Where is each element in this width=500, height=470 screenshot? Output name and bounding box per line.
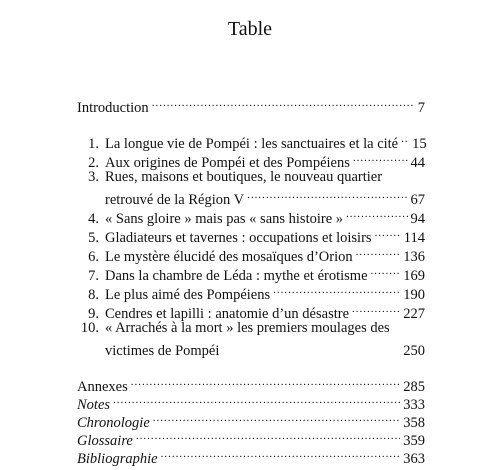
dot-leader (113, 391, 400, 409)
toc-entry-chapter (77, 262, 425, 284)
toc-entry-label: Annexes (77, 379, 128, 395)
toc-entry-chapter (77, 130, 427, 152)
toc-entry-chapter (77, 168, 425, 186)
chapter-number: 4. (88, 211, 99, 227)
toc-entry-page: 67 (410, 192, 425, 208)
dot-leader (353, 149, 408, 167)
toc-entry-page: 333 (403, 397, 425, 413)
toc-entry-label: Gladiateurs et tavernes : occupations et loisirs (105, 230, 372, 246)
chapter-number: 6. (88, 249, 99, 265)
toc-entry-glossaire (77, 427, 425, 449)
dot-leader (247, 186, 407, 204)
toc-entry-notes (77, 391, 425, 413)
toc-entry-chapter (77, 224, 425, 246)
dot-leader (346, 205, 407, 223)
toc-entry-page: 285 (403, 379, 425, 395)
toc-entry-label: Bibliographie (77, 451, 158, 467)
toc-entry-label: Cendres et lapilli : anatomie d’un désastre (105, 306, 350, 322)
toc-entry-label: « Sans gloire » mais pas « sans histoire » (105, 211, 344, 227)
toc-entry-page: 44 (410, 155, 425, 171)
page-title: Table (227, 18, 273, 40)
toc-entry-chapter (77, 205, 425, 227)
toc-entry-label-continued: retrouvé de la Région V (105, 192, 245, 208)
toc-entry-page: 94 (410, 211, 425, 227)
toc-entry-page: 169 (403, 268, 425, 284)
toc-entry-page: 359 (403, 433, 425, 449)
toc-entry-label: Notes (77, 397, 111, 413)
toc-entry-label: Chronologie (77, 415, 150, 431)
toc-entry-page: 190 (403, 287, 425, 303)
toc-entry-page: 136 (403, 249, 425, 265)
dot-leader (136, 427, 400, 445)
chapter-number: 3. (88, 169, 99, 185)
toc-entry-bibliographie (77, 445, 425, 467)
toc-entry-chapter (77, 319, 425, 337)
toc-entry-chapter (77, 149, 425, 171)
toc-entry-label-continued: victimes de Pompéi (105, 343, 220, 359)
toc-entry-chapter (77, 300, 425, 322)
dot-leader (153, 409, 400, 427)
chapter-number: 2. (88, 155, 99, 171)
dot-leader (375, 224, 401, 242)
toc-entry-label: Le plus aimé des Pompéiens (105, 287, 271, 303)
toc-entry-chapter-continuation (77, 186, 425, 208)
dot-leader (352, 300, 400, 318)
toc-entry-chronologie (77, 409, 425, 431)
toc-entry-page: 15 (412, 136, 427, 152)
toc-entry-chapter-continuation (77, 337, 425, 359)
toc-entry-page: 227 (403, 306, 425, 322)
toc-entry-chapter (77, 243, 425, 265)
dot-leader (371, 262, 401, 280)
toc-entry-introduction (77, 94, 425, 116)
chapter-number: 7. (88, 268, 99, 284)
toc-entry-page: 358 (403, 415, 425, 431)
dot-leader (152, 94, 415, 112)
toc-entry-chapter (77, 281, 425, 303)
chapter-number: 1. (88, 136, 99, 152)
chapter-number: 5. (88, 230, 99, 246)
toc-entry-page: 114 (403, 230, 425, 246)
toc-entry-page: 250 (403, 343, 425, 359)
toc-entry-label: Aux origines de Pompéi et des Pompéiens (105, 155, 350, 171)
dot-leader (131, 373, 401, 391)
dot-leader (356, 243, 401, 261)
toc-entry-label: La longue vie de Pompéi : les sanctuaires et la cité (105, 136, 399, 152)
dot-leader (161, 445, 401, 463)
toc-entry-label: Introduction (77, 100, 149, 116)
chapter-number: 9. (88, 306, 99, 322)
toc-entry-label: Le mystère élucidé des mosaïques d’Orion (105, 249, 353, 265)
toc-entry-label: Glossaire (77, 433, 133, 449)
toc-entry-page: 363 (403, 451, 425, 467)
toc-entry-label: Dans la chambre de Léda : mythe et érotisme (105, 268, 368, 284)
toc-entry-label: « Arrachés à la mort » les premiers moulages des (105, 320, 390, 336)
toc-entry-label: Rues, maisons et boutiques, le nouveau quartier (105, 169, 383, 185)
dot-leader (401, 130, 409, 148)
dot-leader (273, 281, 400, 299)
toc-entry-annexes (77, 373, 425, 395)
toc-entry-page: 7 (417, 100, 425, 116)
chapter-number: 10. (80, 320, 99, 336)
chapter-number: 8. (88, 287, 99, 303)
